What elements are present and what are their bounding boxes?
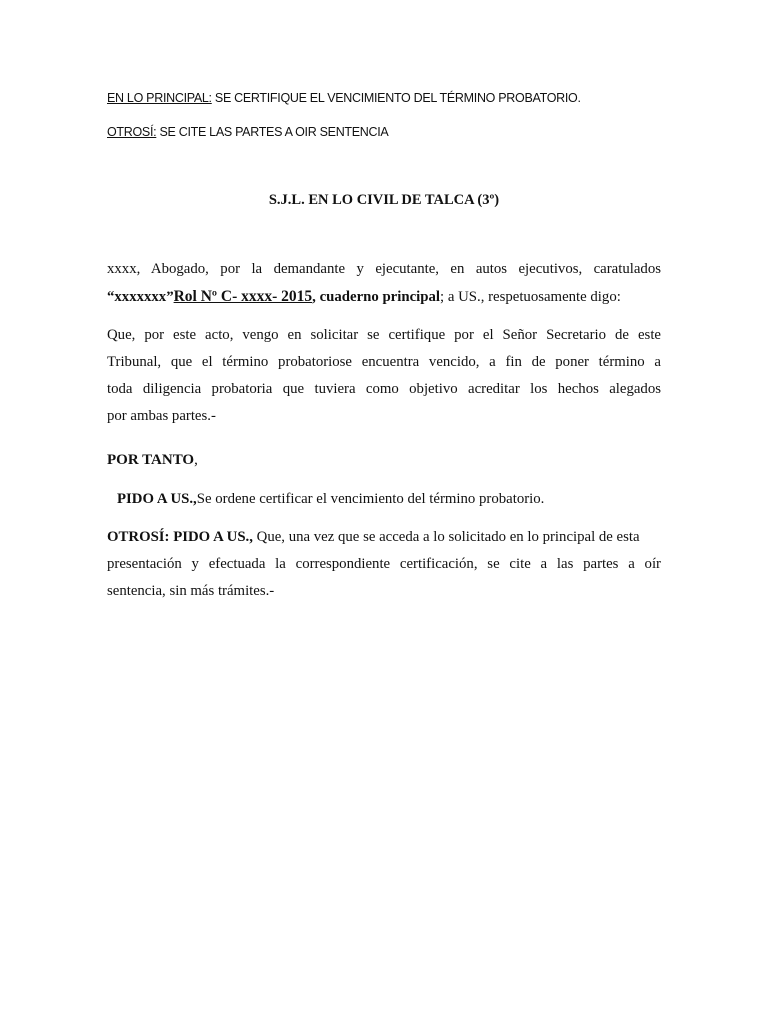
por-tanto-comma: , [194, 452, 198, 468]
intro-line-2 [107, 283, 661, 311]
principal-text: SE CERTIFIQUE EL VENCIMIENTO DEL TÉRMINO PROBATORIO. [211, 91, 581, 105]
body-paragraph [107, 322, 661, 430]
pido-label: PIDO A US., [117, 491, 197, 507]
otrosi-pido-label: OTROSÍ: PIDO A US., [107, 529, 253, 545]
por-tanto [107, 450, 198, 470]
intro-rest: ; a US., respetuosamente digo: [440, 289, 621, 305]
pido-line [117, 489, 544, 509]
case-name: “xxxxxxx” [107, 289, 174, 305]
heading-otrosi [107, 122, 388, 142]
heading-principal [107, 88, 581, 108]
otrosi-line-3: sentencia, sin más trámites.- [107, 583, 275, 599]
otrosi-line-2: presentación y efectuada la correspondiente certificación, se cite a las partes a oír [107, 556, 661, 572]
body-line-3: toda diligencia probatoria que tuviera como objetivo acreditar los hechos alegados [107, 381, 661, 397]
case-rol: Rol Nº C- xxxx- 2015 [173, 288, 313, 305]
por-tanto-label: POR TANTO [107, 452, 195, 468]
court-heading: S.J.L. EN LO CIVIL DE TALCA (3º) [268, 192, 500, 208]
cuaderno: , cuaderno principal [312, 289, 441, 305]
otrosi-text: SE CITE LAS PARTES A OIR SENTENCIA [156, 125, 389, 139]
otrosi-label: OTROSÍ: [107, 125, 157, 139]
body-line-4: por ambas partes.- [107, 408, 216, 424]
intro-line-1: xxxx, Abogado, por la demandante y ejecutante, en autos ejecutivos, caratulados [107, 261, 661, 277]
body-line-1: Que, por este acto, vengo en solicitar se certifique por el Señor Secretario de este [107, 327, 661, 343]
pido-text: Se ordene certificar el vencimiento del término probatorio. [196, 491, 545, 507]
body-line-2: Tribunal, que el término probatoriose encuentra vencido, a fin de poner término a [107, 354, 661, 370]
otrosi-paragraph [107, 524, 661, 605]
otrosi-pido-text: Que, una vez que se acceda a lo solicitado en lo principal de esta [252, 529, 640, 545]
otrosi-line-1 [107, 524, 661, 551]
intro-paragraph [107, 256, 661, 311]
principal-label: EN LO PRINCIPAL: [107, 91, 212, 105]
